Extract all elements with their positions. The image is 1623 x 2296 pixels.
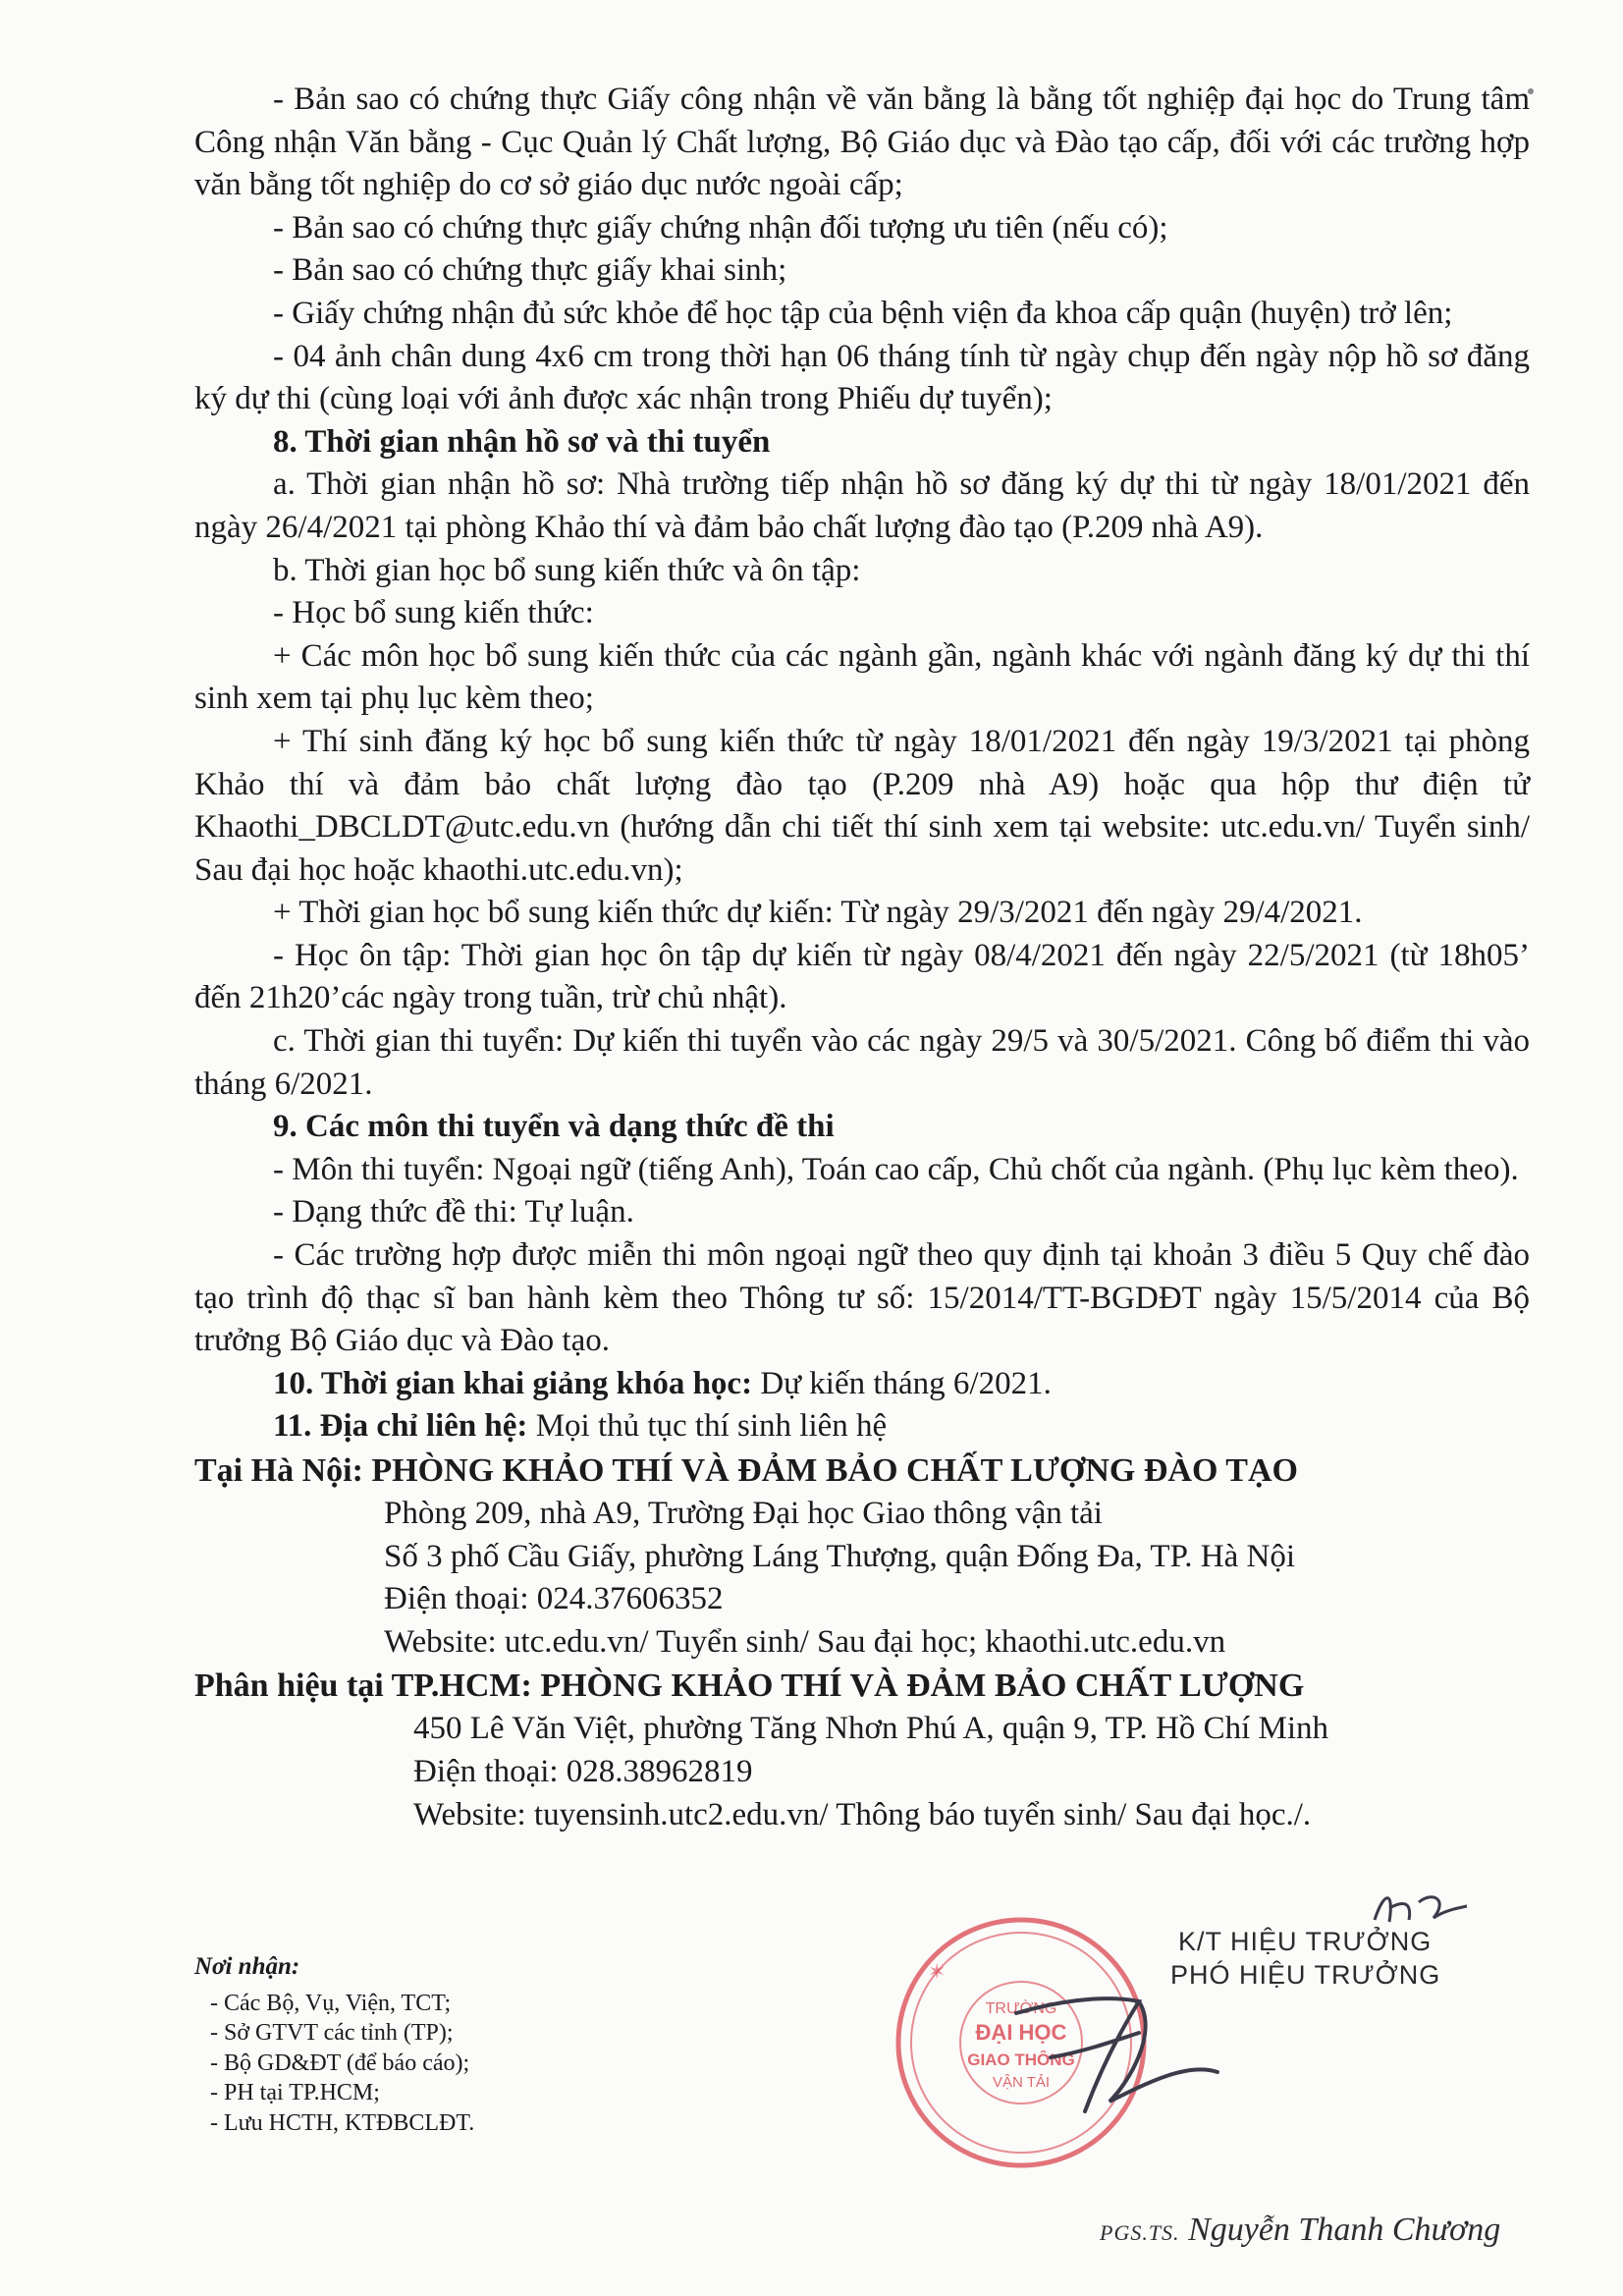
paragraph-health-cert: - Giấy chứng nhận đủ sức khỏe để học tập của bệnh viện đa khoa cấp quận (huyện) trở lên;	[273, 295, 1453, 331]
document-body	[194, 79, 1530, 1836]
section-11-label: 11. Địa chỉ liên hệ:	[273, 1408, 528, 1445]
paragraph-review: - Học ôn tập: Thời gian học ôn tập dự kiến từ ngày 08/4/2021 đến ngày 22/5/2021 (từ 18h05’ đến 21h20’các ngày trong tuần, trừ chủ nhật).	[194, 937, 1530, 1016]
recipient-item: - Lưu HCTH, KTĐBCLĐT.	[210, 2109, 475, 2136]
recipient-item: - Sở GTVT các tỉnh (TP);	[210, 2020, 454, 2046]
recipient-item: - PH tại TP.HCM;	[210, 2080, 380, 2105]
hcm-address: 450 Lê Văn Việt, phường Tăng Nhơn Phú A, quận 9, TP. Hồ Chí Minh	[413, 1711, 1329, 1747]
paragraph-exam-format: - Dạng thức đề thi: Tự luận.	[273, 1194, 634, 1230]
recipients-block	[194, 1952, 607, 2138]
stamp-star: ✶	[928, 1959, 947, 1984]
paragraph-photos: - 04 ảnh chân dung 4x6 cm trong thời hạn 06 tháng tính từ ngày chụp đến ngày nộp hồ sơ đăng ký dự thi (cùng loại với ảnh được xác nhận trong Phiếu dự tuyển);	[194, 338, 1530, 417]
paragraph-birth-cert: - Bản sao có chứng thực giấy khai sinh;	[273, 252, 787, 289]
signer-title-prefix: PGS.TS.	[1100, 2220, 1180, 2245]
hcm-website: Website: tuyensinh.utc2.edu.vn/ Thông báo tuyển sinh/ Sau đại học./.	[413, 1796, 1312, 1832]
signature-title-2: PHÓ HIỆU TRƯỞNG	[1170, 1960, 1441, 1990]
paragraph-section-10	[194, 1363, 1530, 1406]
hanoi-address-street: Số 3 phố Cầu Giấy, phường Láng Thượng, quận Đống Đa, TP. Hà Nội	[384, 1538, 1295, 1574]
recipient-item: - Các Bộ, Vụ, Viện, TCT;	[210, 1990, 452, 2016]
signature-title-1: K/T HIỆU TRƯỞNG	[1178, 1927, 1433, 1956]
paragraph-supplement-time: + Thời gian học bổ sung kiến thức dự kiến: Từ ngày 29/3/2021 đến ngày 29/4/2021.	[273, 895, 1363, 931]
heading-section-8: 8. Thời gian nhận hồ sơ và thi tuyển	[273, 423, 771, 460]
contact-hanoi	[194, 1449, 1530, 1664]
stamp-text-line: VẬN TẢI	[992, 2074, 1051, 2091]
paragraph-exemption: - Các trường hợp được miễn thi môn ngoại ngữ theo quy định tại khoản 3 điều 5 Quy chế đào tạo trình độ thạc sĩ ban hành kèm theo Thông tư số: 15/2014/TT-BGDĐT ngày 15/5/2014 của Bộ trưởng Bộ Giáo dục và Đào tạo.	[194, 1237, 1530, 1359]
paragraph-8b: b. Thời gian học bổ sung kiến thức và ôn tập:	[273, 552, 861, 588]
stamp-text-line: TRƯỜNG	[985, 2000, 1057, 2017]
signer-name	[1100, 2212, 1551, 2249]
paragraph-supplement-subjects: + Các môn học bổ sung kiến thức của các ngành gần, ngành khác với ngành đăng ký dự thi thí sinh xem tại phụ lục kèm theo;	[194, 637, 1530, 717]
initials-mark	[1365, 1881, 1473, 1935]
paragraph-section-11	[194, 1405, 1530, 1449]
recipients-title: Nơi nhận:	[194, 1953, 300, 1980]
hanoi-address-room: Phòng 209, nhà A9, Trường Đại học Giao thông vận tải	[384, 1496, 1103, 1531]
paragraph-exam-subjects: - Môn thi tuyển: Ngoại ngữ (tiếng Anh), Toán cao cấp, Chủ chốt của ngành. (Phụ lục kèm theo).	[273, 1151, 1519, 1187]
recipient-item: - Bộ GD&ĐT (để báo cáo);	[210, 2050, 470, 2076]
paragraph-supplement-register: + Thí sinh đăng ký học bổ sung kiến thức từ ngày 18/01/2021 đến ngày 19/3/2021 tại phòng Khảo thí và đảm bảo chất lượng đào tạo (P.209 nhà A9) hoặc qua hộp thư điện tử Khaothi_DBCLDT@utc.edu.vn (hướng dẫn chi tiết thí sinh xem tại website: utc.edu.vn/ Tuyển sinh/ Sau đại học hoặc khaothi.utc.edu.vn);	[194, 723, 1530, 888]
contact-hcm	[194, 1664, 1530, 1836]
handwritten-signature	[992, 1974, 1227, 2131]
paragraph-8c: c. Thời gian thi tuyển: Dự kiến thi tuyển vào các ngày 29/5 và 30/5/2021. Công bố điểm thi vào tháng 6/2021.	[194, 1023, 1530, 1102]
paragraph-diploma-copy: - Bản sao có chứng thực Giấy công nhận về văn bằng là bằng tốt nghiệp đại học do Trung tâm Công nhận Văn bằng - Cục Quản lý Chất lượng, Bộ Giáo dục và Đào tạo cấp, đối với các trường hợp văn bằng tốt nghiệp do cơ sở giáo dục nước ngoài cấp;	[194, 82, 1530, 203]
section-11-text: Mọi thủ tục thí sinh liên hệ	[527, 1408, 888, 1445]
stamp-text-line: GIAO THÔNG	[967, 2050, 1075, 2069]
stamp-text-line: ĐẠI HỌC	[975, 2020, 1067, 2045]
hcm-phone: Điện thoại: 028.38962819	[413, 1753, 753, 1789]
hcm-org: Phân hiệu tại TP.HCM: PHÒNG KHẢO THÍ VÀ ĐẢM BẢO CHẤT LƯỢNG	[194, 1667, 1305, 1705]
hanoi-org: Tại Hà Nội: PHÒNG KHẢO THÍ VÀ ĐẢM BẢO CHẤT LƯỢNG ĐÀO TẠO	[194, 1452, 1298, 1489]
paragraph-supplement: - Học bổ sung kiến thức:	[273, 595, 594, 631]
heading-section-9: 9. Các môn thi tuyển và dạng thức đề thi	[273, 1109, 835, 1145]
paragraph-priority-cert: - Bản sao có chứng thực giấy chứng nhận đối tượng ưu tiên (nếu có);	[273, 209, 1168, 246]
paragraph-8a: a. Thời gian nhận hồ sơ: Nhà trường tiếp nhận hồ sơ đăng ký dự thi từ ngày 18/01/2021 đến ngày 26/4/2021 tại phòng Khảo thí và đảm bảo chất lượng đào tạo (P.209 nhà A9).	[194, 466, 1530, 545]
section-10-text: Dự kiến tháng 6/2021.	[752, 1365, 1052, 1401]
section-10-label: 10. Thời gian khai giảng khóa học:	[273, 1365, 753, 1401]
signer-full-name: Nguyễn Thanh Chương	[1188, 2212, 1501, 2248]
hanoi-phone: Điện thoại: 024.37606352	[384, 1581, 724, 1617]
hanoi-website: Website: utc.edu.vn/ Tuyển sinh/ Sau đại học; khaothi.utc.edu.vn	[384, 1623, 1226, 1660]
